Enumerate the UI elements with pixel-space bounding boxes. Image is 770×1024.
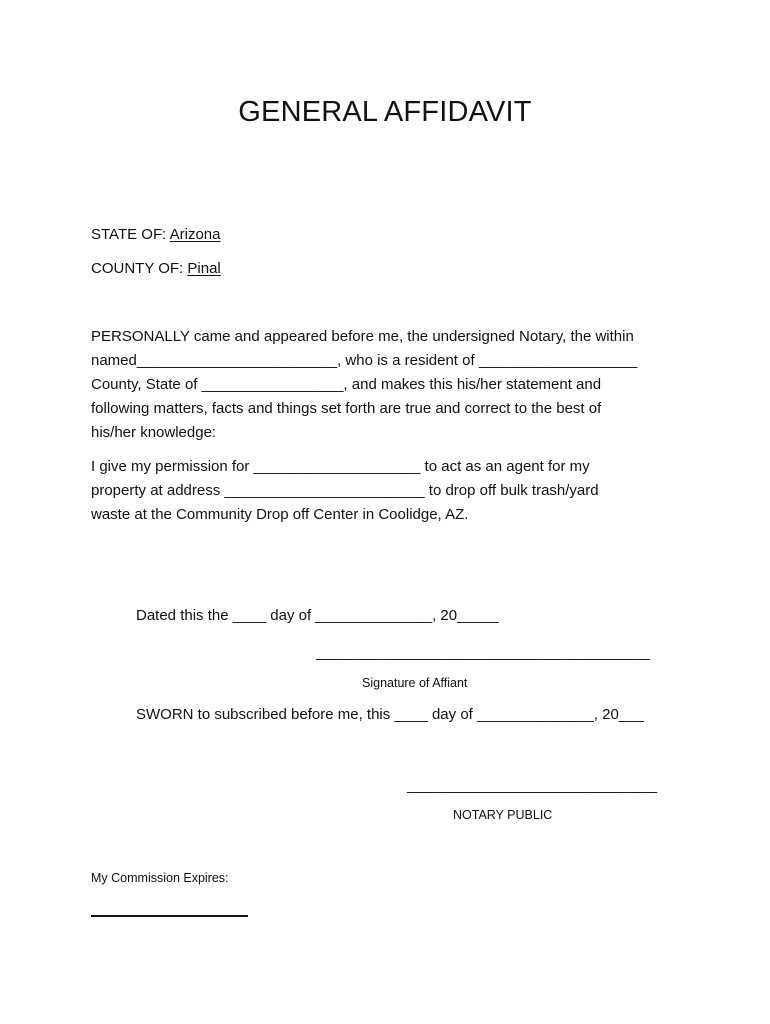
paragraph-line-name-blank[interactable]: named________________________, who is a resident of ___________________ (91, 352, 638, 369)
appearance-paragraph (91, 325, 681, 445)
sworn-line[interactable]: SWORN to subscribed before me, this ____ day of ______________, 20___ (136, 706, 644, 723)
paragraph-line: PERSONALLY came and appeared before me, the undersigned Notary, the within (91, 328, 634, 345)
dated-line[interactable]: Dated this the ____ day of ______________, 20_____ (136, 607, 499, 624)
state-label: STATE OF: (91, 226, 170, 243)
affiant-signature-line[interactable]: ________________________________________ (316, 644, 650, 661)
permission-line-address-blank[interactable]: property at address ________________________ to drop off bulk trash/yard (91, 482, 599, 499)
state-field (91, 226, 220, 243)
paragraph-line: following matters, facts and things set forth are true and correct to the best of (91, 400, 602, 417)
paragraph-line-state-blank[interactable]: County, State of _________________, and makes this his/her statement and (91, 376, 602, 393)
paragraph-line: his/her knowledge: (91, 424, 217, 441)
signature-label: Signature of Affiant (362, 676, 468, 690)
permission-line-agent-blank[interactable]: I give my permission for ____________________ to act as an agent for my (91, 458, 590, 475)
page-title: GENERAL AFFIDAVIT (238, 96, 532, 128)
paragraph-line: waste at the Community Drop off Center in Coolidge, AZ. (91, 506, 469, 523)
notary-signature-line[interactable]: ______________________________ (407, 777, 658, 794)
county-value[interactable]: Pinal (187, 260, 221, 277)
commission-expires-label: My Commission Expires: (91, 871, 229, 885)
state-value[interactable]: Arizona (169, 226, 221, 243)
commission-expires-line[interactable] (91, 915, 248, 917)
permission-paragraph (91, 455, 681, 527)
county-label: COUNTY OF: (91, 260, 188, 277)
notary-public-label: NOTARY PUBLIC (453, 808, 553, 822)
county-field (91, 260, 221, 277)
